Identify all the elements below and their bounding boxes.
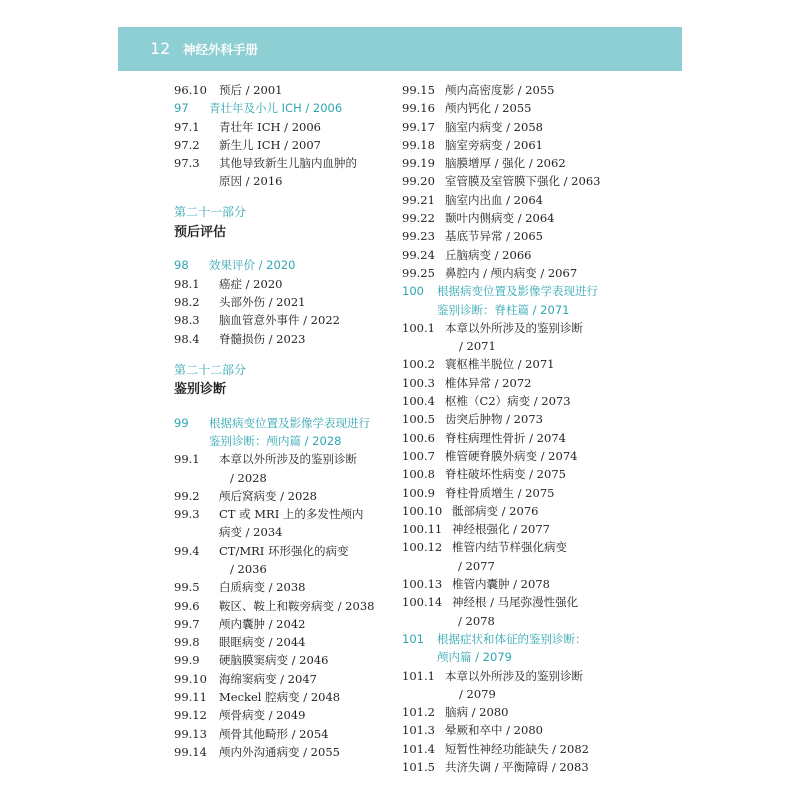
entry-title-continued: / 2028 (230, 470, 267, 485)
entry-number: 99.25 (402, 265, 435, 280)
part-label: 第二十二部分 (174, 362, 247, 377)
entry-number: 100.3 (402, 375, 435, 390)
entry-title: 脊柱破坏性病变 / 2075 (445, 467, 566, 482)
chapter-title: 青壮年及小儿 ICH / 2006 (209, 101, 343, 116)
entry-title: CT/MRI 环形强化的病变 (219, 543, 349, 558)
toc-entry (402, 264, 642, 282)
toc-entry (174, 633, 404, 651)
toc-entry-continuation (174, 560, 404, 578)
entry-title: 颅内囊肿 / 2042 (219, 616, 306, 631)
entry-title: 基底节异常 / 2065 (445, 229, 543, 244)
toc-entry-continuation (402, 337, 642, 355)
entry-title: CT 或 MRI 上的多发性颅内 (219, 507, 364, 522)
toc-entry (402, 374, 642, 392)
entry-number: 99.15 (402, 83, 435, 97)
toc-entry (402, 99, 642, 117)
entry-title: 椎管内囊肿 / 2078 (452, 577, 550, 592)
chapter-title-continued: 鉴别诊断：脊柱篇 / 2071 (437, 302, 570, 317)
entry-number: 101.2 (402, 705, 435, 720)
entry-number: 99.9 (174, 653, 200, 668)
toc-entry (174, 136, 404, 154)
entry-title-continued: 原因 / 2016 (219, 174, 283, 189)
chapter-heading-continuation (402, 301, 642, 319)
entry-title: 颅骨其他畸形 / 2054 (219, 726, 329, 741)
entry-title-continued: / 2036 (230, 561, 267, 576)
chapter-heading (402, 630, 642, 648)
entry-title: 脊柱病理性骨折 / 2074 (445, 430, 566, 445)
toc-entry (174, 118, 404, 136)
entry-number: 99.19 (402, 156, 435, 171)
part-title: 鉴别诊断 (174, 381, 227, 397)
toc-entry (174, 311, 404, 329)
entry-number: 99.4 (174, 543, 200, 558)
entry-title: 癌症 / 2020 (219, 276, 283, 291)
entry-title-continued: / 2079 (459, 686, 496, 701)
entry-title-continued: / 2071 (459, 339, 496, 354)
entry-number: 99.6 (174, 598, 200, 613)
page-header (118, 27, 682, 71)
entry-number: 100.9 (402, 485, 435, 500)
toc-entry (402, 172, 642, 190)
entry-title: 椎体异常 / 2072 (445, 375, 532, 390)
entry-title: 本章以外所涉及的鉴别诊断 (445, 668, 583, 683)
toc-entry (174, 706, 404, 724)
entry-title: 颅内高密度影 / 2055 (445, 83, 555, 97)
entry-title: 寰枢椎半脱位 / 2071 (445, 357, 555, 372)
entry-number: 99.13 (174, 726, 207, 741)
entry-number: 99.11 (174, 690, 207, 705)
entry-number: 99.3 (174, 507, 200, 522)
entry-number: 99.8 (174, 635, 200, 650)
entry-title: 预后 / 2001 (219, 83, 283, 97)
entry-number: 99.23 (402, 229, 435, 244)
entry-title-continued: / 2077 (458, 558, 495, 573)
toc-entry (174, 330, 404, 348)
part-label: 第二十一部分 (174, 205, 247, 220)
entry-number: 99.17 (402, 119, 435, 134)
chapter-heading (174, 414, 404, 432)
entry-title: Meckel 腔病变 / 2048 (219, 690, 341, 705)
chapter-title: 根据病变位置及影像学表现进行 (437, 284, 598, 299)
chapter-title-continued: 鉴别诊断：颅内篇 / 2028 (209, 433, 342, 448)
toc-entry (402, 118, 642, 136)
entry-number: 101.1 (402, 668, 435, 683)
entry-title: 室管膜及室管膜下强化 / 2063 (445, 174, 601, 189)
entry-title: 骶部病变 / 2076 (452, 503, 539, 518)
chapter-number: 101 (402, 631, 424, 646)
entry-number: 99.20 (402, 174, 435, 189)
entry-title: 本章以外所涉及的鉴别诊断 (219, 452, 357, 467)
toc-entry (402, 410, 642, 428)
chapter-number: 98 (174, 258, 189, 273)
toc-entry (402, 447, 642, 465)
toc-entry (402, 465, 642, 483)
entry-number: 99.1 (174, 452, 200, 467)
toc-entry (174, 651, 404, 669)
toc-entry (174, 670, 404, 688)
entry-title: 神经根 / 马尾弥漫性强化 (452, 595, 579, 610)
toc-entry (402, 429, 642, 447)
entry-title: 丘脑病变 / 2066 (445, 247, 532, 262)
entry-title: 脑室内出血 / 2064 (445, 192, 543, 207)
entry-title: 海绵窦病变 / 2047 (219, 671, 317, 686)
toc-entry (402, 484, 642, 502)
toc-entry-continuation (174, 469, 404, 487)
entry-number: 98.3 (174, 313, 200, 328)
entry-number: 100.12 (402, 540, 443, 555)
entry-number: 101.5 (402, 759, 435, 774)
entry-title: 颅内钙化 / 2055 (445, 101, 532, 116)
toc-entry (402, 227, 642, 245)
toc-entry (174, 505, 404, 523)
chapter-heading (174, 99, 404, 117)
toc-entry (402, 355, 642, 373)
toc-entry (174, 743, 404, 761)
chapter-number: 97 (174, 101, 189, 116)
toc-entry (402, 136, 642, 154)
toc-entry (402, 191, 642, 209)
entry-title: 颅内外沟通病变 / 2055 (219, 744, 340, 759)
entry-number: 98.1 (174, 276, 200, 291)
toc-left-column (174, 81, 404, 761)
entry-title: 脑膜增厚 / 强化 / 2062 (445, 156, 566, 171)
toc-entry (174, 450, 404, 468)
entry-number: 99.7 (174, 616, 200, 631)
entry-number: 99.12 (174, 708, 207, 723)
toc-entry (402, 758, 642, 776)
entry-number: 100.14 (402, 595, 443, 610)
toc-entry-continuation (174, 172, 404, 190)
toc-entry (174, 615, 404, 633)
chapter-title: 根据病变位置及影像学表现进行 (209, 415, 370, 430)
toc-entry (402, 575, 642, 593)
toc-entry (402, 81, 642, 99)
entry-number: 100.8 (402, 467, 435, 482)
entry-title: 新生儿 ICH / 2007 (219, 137, 321, 152)
toc-entry (402, 502, 642, 520)
entry-title: 本章以外所涉及的鉴别诊断 (445, 320, 583, 335)
toc-entry (174, 275, 404, 293)
entry-number: 100.13 (402, 577, 443, 592)
toc-entry-continuation (174, 523, 404, 541)
entry-title: 颅后窝病变 / 2028 (219, 488, 317, 503)
entry-number: 100.2 (402, 357, 435, 372)
entry-title: 眼眶病变 / 2044 (219, 635, 306, 650)
entry-title: 枢椎（C2）病变 / 2073 (445, 394, 571, 409)
toc-entry (402, 703, 642, 721)
entry-title: 脑血管意外事件 / 2022 (219, 313, 340, 328)
toc-entry (402, 392, 642, 410)
entry-title: 硬脑膜窦病变 / 2046 (219, 653, 329, 668)
entry-title: 共济失调 / 平衡障碍 / 2083 (445, 759, 589, 774)
entry-title: 脑室旁病变 / 2061 (445, 137, 543, 152)
entry-title: 颞叶内侧病变 / 2064 (445, 211, 555, 226)
entry-number: 101.4 (402, 741, 435, 756)
entry-number: 100.5 (402, 412, 435, 427)
entry-title: 脊柱骨质增生 / 2075 (445, 485, 555, 500)
entry-number: 99.16 (402, 101, 435, 116)
toc-entry (402, 154, 642, 172)
toc-right-column (402, 81, 642, 776)
entry-number: 99.5 (174, 580, 200, 595)
toc-entry (402, 593, 642, 611)
entry-title: 椎管硬脊膜外病变 / 2074 (445, 448, 578, 463)
chapter-title: 效果评价 / 2020 (209, 258, 296, 273)
entry-title: 晕厥和卒中 / 2080 (445, 723, 543, 738)
toc-entry (174, 578, 404, 596)
entry-number: 100.11 (402, 522, 443, 537)
entry-title: 脑病 / 2080 (445, 705, 509, 720)
entry-number: 100.6 (402, 430, 435, 445)
entry-number: 100.1 (402, 320, 435, 335)
chapter-heading-continuation (174, 432, 404, 450)
toc-entry (402, 740, 642, 758)
chapter-heading (402, 282, 642, 300)
entry-title: 青壮年 ICH / 2006 (219, 119, 321, 134)
toc-entry (174, 293, 404, 311)
entry-number: 97.2 (174, 137, 200, 152)
toc-entry (174, 81, 404, 99)
toc-entry (402, 538, 642, 556)
entry-title: 头部外伤 / 2021 (219, 295, 306, 310)
entry-title: 鼻腔内 / 颅内病变 / 2067 (445, 265, 578, 280)
chapter-heading (174, 256, 404, 274)
entry-number: 98.4 (174, 331, 200, 346)
entry-number: 100.4 (402, 394, 435, 409)
entry-number: 96.10 (174, 83, 207, 97)
toc-entry-continuation (402, 612, 642, 630)
entry-title: 颅骨病变 / 2049 (219, 708, 306, 723)
entry-number: 98.2 (174, 295, 200, 310)
toc-entry (174, 725, 404, 743)
entry-title: 白质病变 / 2038 (219, 580, 306, 595)
toc-entry (174, 542, 404, 560)
entry-number: 100.7 (402, 448, 435, 463)
chapter-title-continued: 颅内篇 / 2079 (437, 650, 512, 665)
chapter-title: 根据症状和体征的鉴别诊断： (437, 631, 587, 646)
entry-title: 鞍区、鞍上和鞍旁病变 / 2038 (219, 598, 375, 613)
entry-title: 神经根强化 / 2077 (452, 522, 550, 537)
entry-title: 脑室内病变 / 2058 (445, 119, 543, 134)
entry-number: 99.10 (174, 671, 207, 686)
toc-entry (402, 319, 642, 337)
chapter-number: 99 (174, 415, 189, 430)
entry-number: 99.24 (402, 247, 435, 262)
page-number: 12 (150, 39, 171, 58)
entry-number: 99.14 (174, 744, 207, 759)
entry-title: 椎管内结节样强化病变 (452, 540, 567, 555)
toc-entry (402, 246, 642, 264)
toc-entry (402, 721, 642, 739)
entry-number: 101.3 (402, 723, 435, 738)
entry-title: 齿突后肿物 / 2073 (445, 412, 543, 427)
entry-title: 短暂性神经功能缺失 / 2082 (445, 741, 589, 756)
entry-number: 99.2 (174, 488, 200, 503)
chapter-heading-continuation (402, 648, 642, 666)
entry-title: 脊髓损伤 / 2023 (219, 331, 306, 346)
toc-entry (174, 154, 404, 172)
entry-number: 97.3 (174, 156, 200, 171)
entry-title-continued: 病变 / 2034 (219, 525, 283, 540)
part-title: 预后评估 (174, 224, 227, 240)
book-title: 神经外科手册 (183, 42, 259, 57)
toc-entry-continuation (402, 685, 642, 703)
entry-number: 99.18 (402, 137, 435, 152)
toc-entry (174, 487, 404, 505)
entry-number: 99.22 (402, 211, 435, 226)
entry-number: 100.10 (402, 503, 443, 518)
chapter-number: 100 (402, 284, 424, 299)
toc-entry (174, 688, 404, 706)
toc-entry (174, 597, 404, 615)
toc-entry-continuation (402, 557, 642, 575)
entry-number: 99.21 (402, 192, 435, 207)
toc-entry (402, 667, 642, 685)
entry-title-continued: / 2078 (458, 613, 495, 628)
toc-entry (402, 520, 642, 538)
toc-entry (402, 209, 642, 227)
entry-number: 97.1 (174, 119, 200, 134)
entry-title: 其他导致新生儿脑内血肿的 (219, 156, 357, 171)
